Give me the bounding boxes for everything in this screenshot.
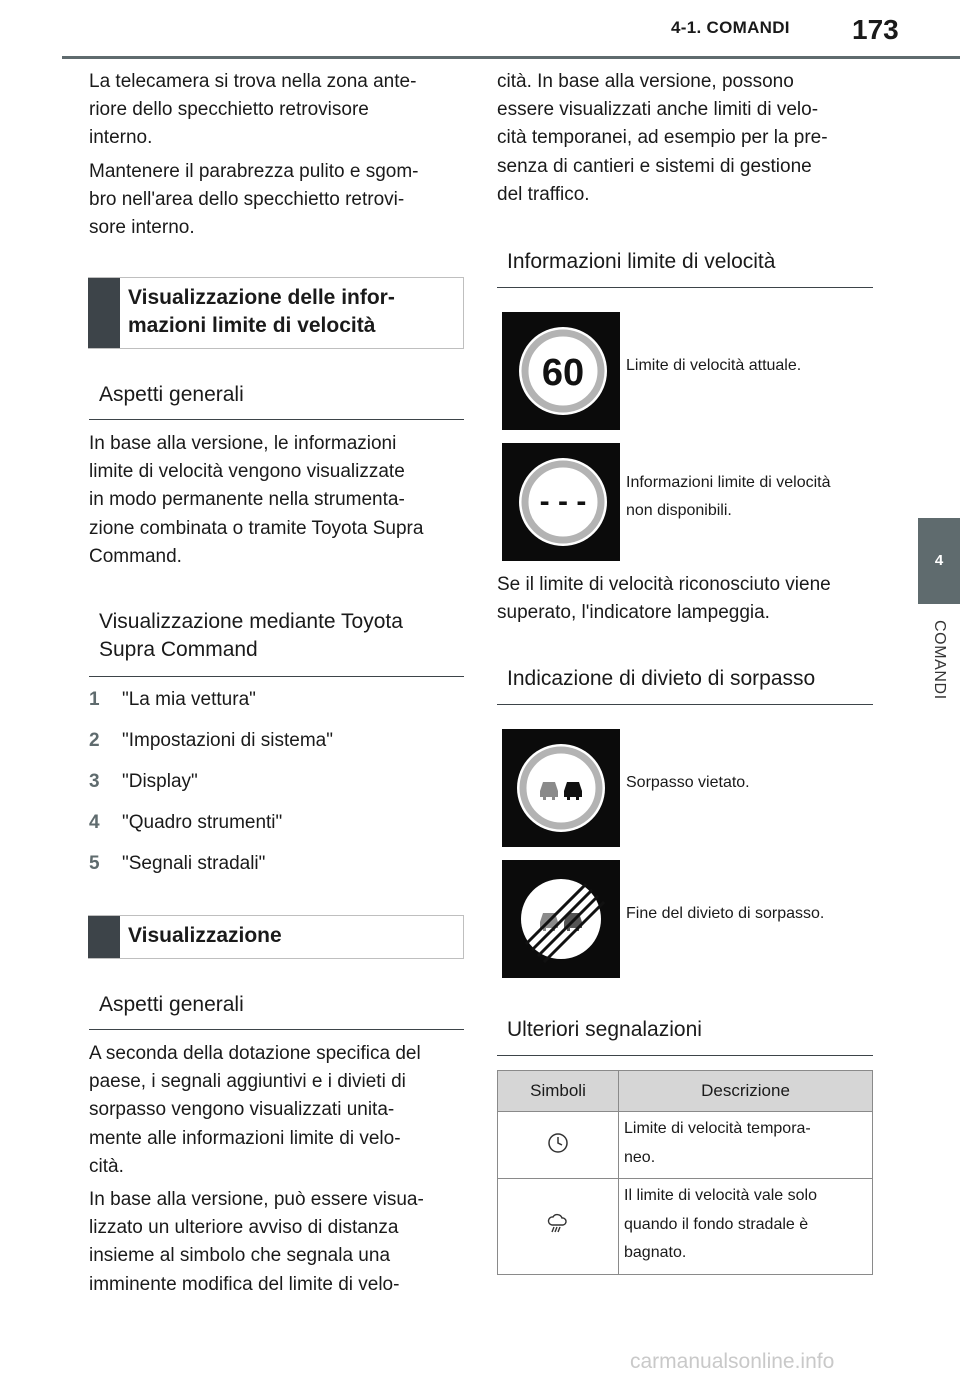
end-no-overtaking-icon — [502, 860, 620, 978]
rain-cloud-icon — [546, 1213, 570, 1235]
chapter-tab-label: COMANDI — [931, 620, 948, 700]
caption-limit-unavailable: Informazioni limite di velocità non disponibili. — [626, 474, 831, 519]
speed-limit-sign-icon — [502, 312, 620, 430]
subheading-general-2: Aspetti generali — [89, 991, 464, 1030]
step-item: 3 "Display" — [89, 771, 198, 792]
step-item: 1 "La mia vettura" — [89, 689, 256, 710]
step-item: 2 "Impostazioni di sistema" — [89, 730, 333, 751]
section-box-bar — [88, 916, 120, 958]
speed-limit-unavailable-sign — [502, 443, 620, 561]
table-cell-description: Il limite di velocità vale solo quando il fondo stradale è bagnato. — [619, 1179, 873, 1275]
paragraph-distance-warning: In base alla versione, può essere visua- lizzato un ulteriore avviso di distanza insieme al simbolo che segnala una imminente modifica del limite di velo- — [89, 1189, 424, 1295]
table-row — [498, 1179, 873, 1275]
table-cell-symbol — [498, 1112, 619, 1179]
no-overtaking-sign — [502, 729, 620, 847]
table-header-description: Descrizione — [619, 1071, 873, 1112]
subheading-overtaking: Indicazione di divieto di sorpasso — [497, 665, 873, 705]
caption-no-overtaking: Sorpasso vietato. — [626, 774, 750, 791]
step-item: 4 "Quadro strumenti" — [89, 812, 283, 833]
end-no-overtaking-sign — [502, 860, 620, 978]
speed-limit-unavailable-icon — [502, 443, 620, 561]
subheading-speed-info: Informazioni limite di velocità — [497, 248, 873, 288]
running-header-section: 4-1. COMANDI — [671, 18, 790, 37]
table-row — [498, 1112, 873, 1179]
section-box-title: Visualizzazione delle infor- mazioni limite di velocità — [128, 286, 395, 337]
speed-limit-value: 60 — [541, 352, 585, 394]
no-overtaking-icon — [502, 729, 620, 847]
subheading-supra-command: Visualizzazione mediante Toyota Supra Command — [89, 608, 464, 677]
caption-current-limit: Limite di velocità attuale. — [626, 357, 802, 374]
intro-paragraph-1: La telecamera si trova nella zona ante- riore dello specchietto retrovisore interno. — [89, 71, 417, 149]
clock-icon — [547, 1132, 569, 1154]
intro-paragraph-2: Mantenere il parabrezza pulito e sgom- bro nell'area dello specchietto retrovi- sore interno. — [89, 161, 419, 239]
paragraph-exceed: Se il limite di velocità riconosciuto viene superato, l'indicatore lampeggia. — [497, 574, 831, 624]
symbols-table — [497, 1070, 873, 1275]
header-rule — [62, 56, 960, 59]
speed-limit-60-sign — [502, 312, 620, 430]
section-box-title: Visualizzazione — [128, 924, 282, 947]
paragraph-continued: cità. In base alla versione, possono essere visualizzati anche limiti di velo- cità temporanei, ad esempio per la pre- senza di cantieri e sistemi di gestione del traffico. — [497, 71, 828, 205]
subheading-general-1: Aspetti generali — [89, 381, 464, 420]
paragraph-speed-display: In base alla versione, le informazioni limite di velocità vengono visualizzate in modo permanente nella strumenta- zione combinata o tramite Toyota Supra Command. — [89, 433, 424, 567]
caption-end-no-overtaking: Fine del divieto di sorpasso. — [626, 905, 825, 922]
section-box-bar — [88, 278, 120, 348]
chapter-tab: 4 — [918, 518, 960, 604]
section-box-display — [88, 915, 464, 959]
steps-list — [89, 686, 464, 891]
subheading-further-signals: Ulteriori segnalazioni — [497, 1016, 873, 1056]
page-number: 173 — [852, 14, 899, 45]
table-header-row — [498, 1071, 873, 1112]
table-header-symbols: Simboli — [498, 1071, 619, 1112]
table-cell-description: Limite di velocità tempora- neo. — [619, 1112, 873, 1179]
speed-limit-unavailable-value: - - - — [539, 485, 587, 518]
table-cell-symbol — [498, 1179, 619, 1275]
watermark: carmanualsonline.info — [630, 1350, 835, 1373]
paragraph-additional-signs: A seconda della dotazione specifica del paese, i segnali aggiuntivi e i divieti di sorpasso vengono visualizzati unita- mente alle informazioni limite di velo- cità. — [89, 1043, 421, 1177]
section-box-speed-info — [88, 277, 464, 349]
step-item: 5 "Segnali stradali" — [89, 853, 266, 874]
